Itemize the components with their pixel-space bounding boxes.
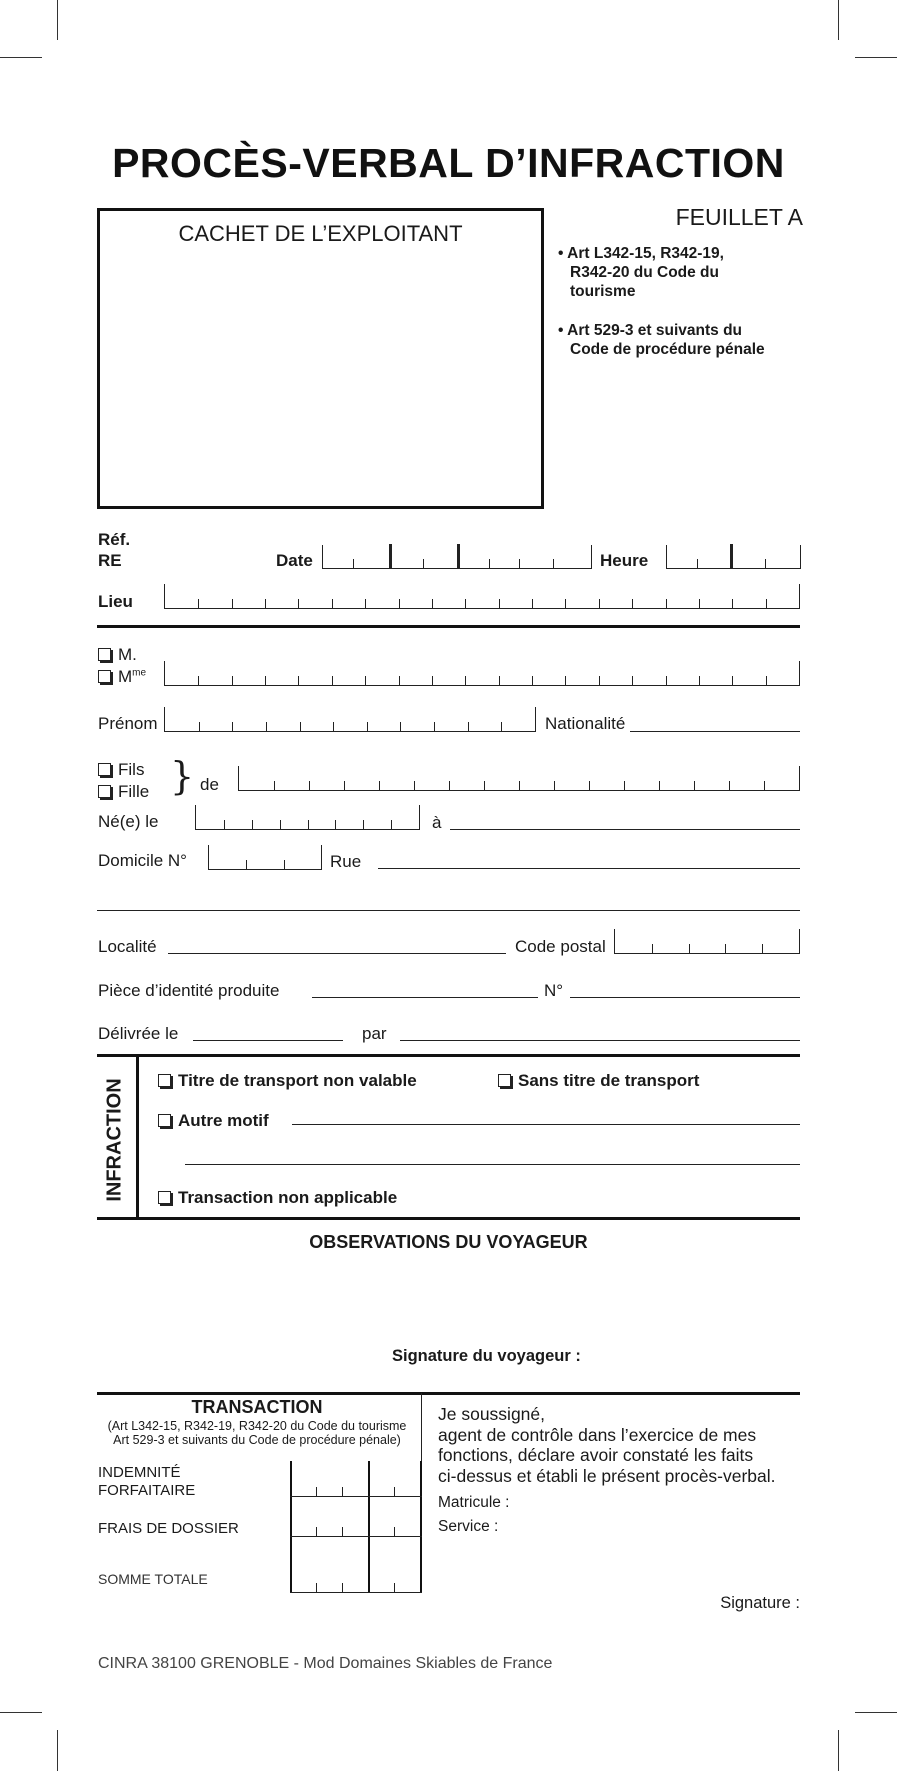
- frais-amount[interactable]: [290, 1536, 422, 1537]
- option-transaction-non-applicable[interactable]: Transaction non applicable: [158, 1188, 397, 1208]
- crop-mark: [57, 1730, 58, 1771]
- par-label: par: [362, 1024, 387, 1043]
- nationalite-field[interactable]: [630, 731, 800, 732]
- fils-option[interactable]: Fils: [98, 760, 144, 780]
- infraction-bottom-border: [97, 1217, 800, 1220]
- checkbox-icon: [98, 763, 111, 776]
- frais-label: FRAIS DE DOSSIER: [98, 1520, 239, 1537]
- piece-numero-field[interactable]: [570, 997, 800, 998]
- piece-field[interactable]: [312, 997, 538, 998]
- legal-references-1: • Art L342-15, R342-19, R342-20 du Code du tourisme: [558, 245, 724, 300]
- code-postal-field[interactable]: [614, 929, 800, 954]
- autre-motif-field-2[interactable]: [185, 1164, 800, 1165]
- sheet-label: FEUILLET A: [675, 204, 803, 230]
- birth-place-field[interactable]: [450, 829, 800, 830]
- heure-field[interactable]: [666, 545, 801, 569]
- somme-label: SOMME TOTALE: [98, 1571, 208, 1587]
- transaction-title: TRANSACTION: [191, 1397, 323, 1417]
- heure-label: Heure: [600, 551, 649, 570]
- stamp-label: CACHET DE L’EXPLOITANT: [178, 221, 463, 246]
- voyageur-signature-label: Signature du voyageur :: [392, 1347, 581, 1365]
- lieu-label: Lieu: [98, 592, 133, 611]
- prenom-label: Prénom: [98, 714, 158, 733]
- service-label: Service :: [438, 1518, 499, 1535]
- option-titre-non-valable[interactable]: Titre de transport non valable: [158, 1071, 417, 1091]
- domicile-label: Domicile N°: [98, 851, 187, 870]
- prenom-field[interactable]: [164, 707, 536, 732]
- checkbox-icon: [158, 1191, 171, 1204]
- parent-name-field[interactable]: [238, 766, 800, 791]
- matricule-label: Matricule :: [438, 1494, 510, 1511]
- lieu-field[interactable]: [164, 584, 800, 609]
- infraction-divider: [136, 1055, 139, 1218]
- legal-references-2: • Art 529-3 et suivants du Code de procédure pénale: [558, 322, 765, 358]
- ref-label: Réf.: [98, 530, 131, 549]
- option-autre-motif[interactable]: Autre motif: [158, 1111, 269, 1131]
- date-field[interactable]: [322, 545, 592, 569]
- a-label: à: [432, 813, 442, 832]
- address-line-2[interactable]: [97, 910, 800, 911]
- indemnite-label: INDEMNITÉ FORFAITAIRE: [98, 1464, 196, 1499]
- nom-field[interactable]: [164, 661, 800, 686]
- date-label: Date: [276, 551, 313, 570]
- rue-field[interactable]: [378, 868, 800, 869]
- crop-mark: [57, 0, 58, 40]
- crop-mark: [0, 57, 42, 58]
- section-divider: [97, 625, 800, 628]
- fille-option[interactable]: Fille: [98, 782, 149, 802]
- birth-date-field[interactable]: [195, 805, 420, 830]
- localite-field[interactable]: [168, 953, 506, 954]
- crop-mark: [838, 0, 839, 40]
- option-sans-titre[interactable]: Sans titre de transport: [498, 1071, 699, 1091]
- crop-mark: [855, 57, 897, 58]
- amount-grid: [290, 1461, 422, 1593]
- transaction-legal: (Art L342-15, R342-19, R342-20 du Code du tourisme Art 529-3 et suivants du Code de procédure pénale): [107, 1419, 407, 1447]
- crop-mark: [855, 1712, 897, 1713]
- checkbox-icon: [98, 648, 111, 661]
- somme-amount[interactable]: [290, 1592, 422, 1593]
- checkbox-icon: [498, 1074, 511, 1087]
- observations-title: OBSERVATIONS DU VOYAGEUR: [309, 1232, 588, 1252]
- nationalite-label: Nationalité: [545, 714, 626, 733]
- footer-text: CINRA 38100 GRENOBLE - Mod Domaines Skiables de France: [98, 1655, 553, 1672]
- stamp-box: [97, 208, 544, 509]
- delivree-field[interactable]: [193, 1040, 343, 1041]
- re-label: RE: [98, 551, 122, 570]
- declaration-text: Je soussigné, agent de contrôle dans l’exercice de mes fonctions, déclare avoir constaté les faits ci-dessus et établi le présent procès-verbal.: [438, 1404, 776, 1486]
- crop-mark: [838, 1730, 839, 1771]
- numero-label: N°: [544, 981, 564, 1000]
- infraction-side-label: INFRACTION: [103, 1078, 126, 1202]
- localite-label: Localité: [98, 937, 157, 956]
- delivree-par-field[interactable]: [400, 1040, 800, 1041]
- checkbox-icon: [158, 1114, 171, 1127]
- document-title: PROCÈS-VERBAL D’INFRACTION: [112, 140, 785, 186]
- civility-mme[interactable]: $M^{me}$: [98, 667, 146, 687]
- crop-mark: [0, 1712, 42, 1713]
- autre-motif-field[interactable]: [292, 1124, 800, 1125]
- code-postal-label: Code postal: [515, 937, 606, 956]
- domicile-number-field[interactable]: [208, 845, 322, 870]
- indemnite-amount[interactable]: [290, 1496, 422, 1497]
- delivree-label: Délivrée le: [98, 1024, 179, 1043]
- civility-m[interactable]: M.: [98, 645, 137, 665]
- rue-label: Rue: [330, 852, 362, 871]
- infraction-top-border: [97, 1054, 800, 1057]
- piece-label: Pièce d’identité produite: [98, 981, 280, 1000]
- transaction-top-border: [97, 1392, 800, 1395]
- brace-icon: }: [170, 754, 195, 798]
- checkbox-icon: [98, 670, 111, 683]
- agent-signature-label: Signature :: [720, 1594, 800, 1612]
- de-label: de: [200, 775, 219, 794]
- checkbox-icon: [158, 1074, 171, 1087]
- ne-le-label: Né(e) le: [98, 812, 159, 831]
- checkbox-icon: [98, 785, 111, 798]
